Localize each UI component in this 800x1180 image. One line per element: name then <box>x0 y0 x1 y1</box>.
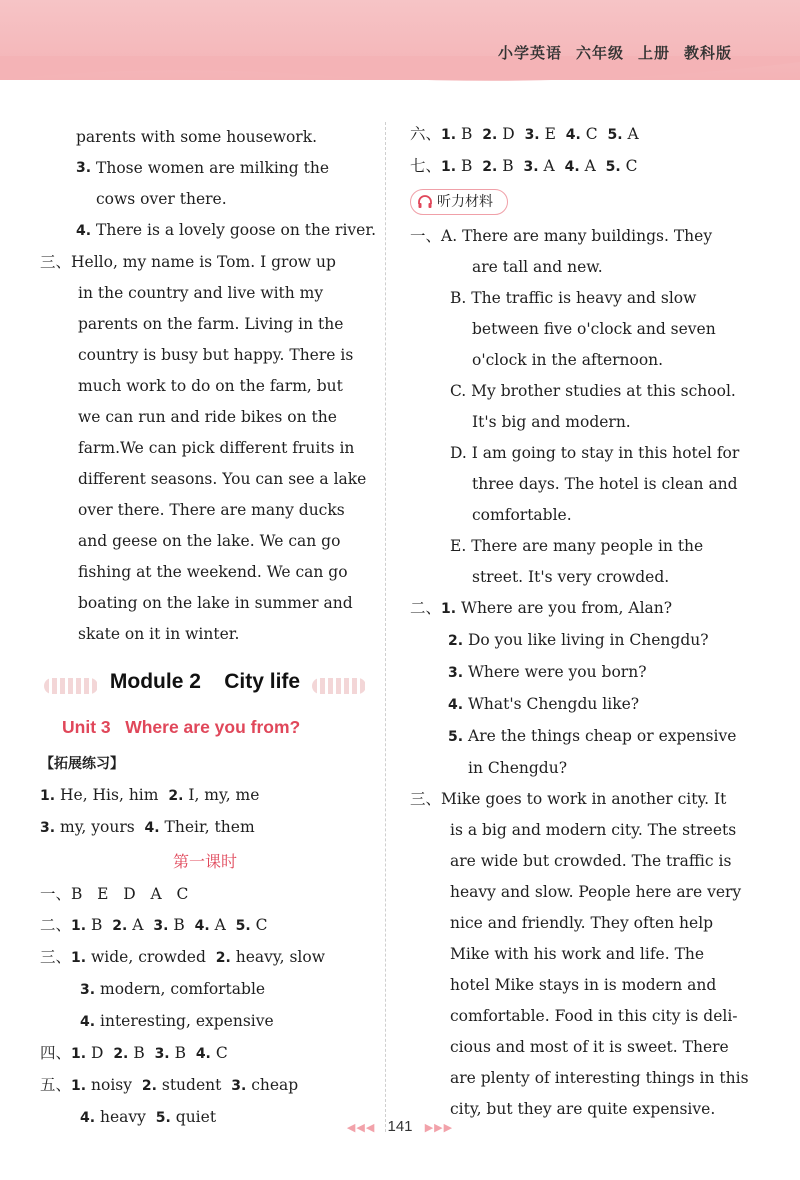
item-number: 5. <box>155 1110 171 1126</box>
section-label: 四、 <box>40 1044 72 1062</box>
answer: D <box>91 1044 104 1062</box>
item-number: 5. <box>235 918 251 934</box>
text-line: are plenty of interesting things in this <box>450 1069 749 1087</box>
passage-first-line <box>40 247 370 278</box>
unit-title: Unit 3 Where are you from? <box>62 717 301 737</box>
item-number: 2. <box>141 1078 157 1094</box>
item-number: 4. <box>564 159 580 175</box>
text-line: fishing at the weekend. We can go <box>78 563 348 581</box>
item-number: 4. <box>80 1014 96 1030</box>
item-number: 2. <box>482 159 498 175</box>
answer: B <box>461 157 473 175</box>
item-number: 2. <box>113 1046 129 1062</box>
listening-item <box>410 531 750 562</box>
text-line: skate on it in winter. <box>78 625 240 643</box>
listening-item <box>410 689 750 721</box>
item-number: 2. <box>112 918 128 934</box>
item-number: 3. <box>524 127 540 143</box>
item-number: 4. <box>195 1046 211 1062</box>
item-letter: E. <box>450 537 467 555</box>
text: I, my, me <box>188 786 260 804</box>
item-number: 2. <box>482 127 498 143</box>
item-number: 3. <box>231 1078 247 1094</box>
text-line: much work to do on the farm, but <box>78 377 343 395</box>
item-number: 4. <box>80 1110 96 1126</box>
item-letter: B. <box>450 289 467 307</box>
section-label: 五、 <box>40 1076 72 1094</box>
headphones-icon <box>417 194 433 210</box>
answer: A <box>214 916 226 934</box>
listening-item <box>410 721 750 753</box>
answer-line <box>410 119 750 151</box>
text: Those women are milking the <box>96 159 330 177</box>
item-number: 4. <box>194 918 210 934</box>
text: my, yours <box>60 818 135 836</box>
answer-line <box>40 942 370 974</box>
text-line: cious and most of it is sweet. There <box>450 1038 729 1056</box>
answers: B E D A C <box>71 885 189 903</box>
answer: A <box>584 157 596 175</box>
listening-item <box>410 438 750 469</box>
item-number: 3. <box>448 665 464 681</box>
text: I am going to stay in this hotel for <box>471 444 740 462</box>
answer-line <box>40 910 370 942</box>
item-number: 3. <box>153 918 169 934</box>
text: There are many people in the <box>471 537 704 555</box>
section-label: 三、 <box>40 948 72 966</box>
answer: B <box>461 125 473 143</box>
answer: B <box>502 157 514 175</box>
text-line: comfortable. <box>472 506 572 524</box>
text-line: o'clock in the afternoon. <box>472 351 664 369</box>
answer: C <box>215 1044 228 1062</box>
text-line: country is busy but happy. There is <box>78 346 354 364</box>
passage-first-line <box>410 784 750 815</box>
answer: interesting, expensive <box>100 1012 274 1030</box>
section-label: 三、 <box>410 790 442 808</box>
item-number: 1. <box>441 127 457 143</box>
practice-line <box>40 780 370 812</box>
answer: A <box>543 157 555 175</box>
item-number: 2. <box>168 788 184 804</box>
item-number: 5. <box>607 127 623 143</box>
text-line: farm.We can pick different fruits in <box>78 439 355 457</box>
text: Mike goes to work in another city. It <box>441 790 727 808</box>
answer: D <box>502 125 515 143</box>
answer: heavy, slow <box>235 948 325 966</box>
text: Do you like living in Chengdu? <box>468 631 709 649</box>
answer: A <box>627 125 639 143</box>
listening-item <box>410 657 750 689</box>
item-number: 3. <box>80 982 96 998</box>
listening-item <box>410 625 750 657</box>
answer: C <box>255 916 268 934</box>
text-line: comfortable. Food in this city is deli- <box>450 1007 738 1025</box>
text-line: in Chengdu? <box>468 759 568 777</box>
item-number: 4. <box>565 127 581 143</box>
answer: student <box>161 1076 222 1094</box>
lesson-title: 第一课时 <box>172 852 237 871</box>
listening-item <box>410 221 750 252</box>
text-line: hotel Mike stays in is modern and <box>450 976 717 994</box>
text: There are many buildings. They <box>462 227 713 245</box>
answer: modern, comfortable <box>100 980 266 998</box>
text-line: parents with some housework. <box>76 128 318 146</box>
listening-item <box>410 593 750 625</box>
text-line: three days. The hotel is clean and <box>472 475 738 493</box>
edition: 教科版 <box>683 44 732 62</box>
answer: B <box>133 1044 145 1062</box>
item-number: 1. <box>441 601 457 617</box>
text: Their, them <box>164 818 255 836</box>
right-column <box>410 119 750 1125</box>
text-line: we can run and ride bikes on the <box>78 408 337 426</box>
text-line: Mike with his work and life. The <box>450 945 705 963</box>
text-line: and geese on the lake. We can go <box>78 532 341 550</box>
section-label: 七、 <box>410 157 442 175</box>
text-line: It's big and modern. <box>472 413 631 431</box>
justified-text <box>96 153 362 184</box>
item-letter: D. <box>450 444 467 462</box>
text: There is a lovely goose on the river. <box>96 221 376 239</box>
section-label: 二、 <box>410 599 442 617</box>
item-number: 1. <box>441 159 457 175</box>
item-number: 3. <box>154 1046 170 1062</box>
text-line: nice and friendly. They often help <box>450 914 714 932</box>
item-number: 1. <box>71 1078 87 1094</box>
left-arrows-icon: ◀◀◀ <box>346 1122 376 1134</box>
listening-item <box>410 376 750 407</box>
item-number: 3. <box>76 160 92 176</box>
text: He, His, him <box>60 786 159 804</box>
text-line: cows over there. <box>96 190 227 208</box>
subject: 小学英语 <box>497 44 562 62</box>
item-number: 1. <box>71 1046 87 1062</box>
practice-tag: 【拓展练习】 <box>40 756 124 772</box>
section-label: 三、 <box>40 253 72 271</box>
answer-line <box>40 1038 370 1070</box>
item-number: 2. <box>215 950 231 966</box>
item-letter: A. <box>441 227 458 245</box>
module-heading <box>40 666 370 706</box>
answer: B <box>174 1044 186 1062</box>
text: What's Chengdu like? <box>468 695 640 713</box>
volume: 上册 <box>637 44 670 62</box>
text-line: are tall and new. <box>472 258 603 276</box>
section-label: 六、 <box>410 125 442 143</box>
answer: A <box>132 916 144 934</box>
answer-line <box>410 151 750 183</box>
page-footer <box>0 1118 800 1135</box>
answer-line <box>40 1006 370 1038</box>
section-label: 一、 <box>40 885 72 903</box>
answer: cheap <box>251 1076 299 1094</box>
text-line: are wide but crowded. The traffic is <box>450 852 732 870</box>
answer: B <box>91 916 103 934</box>
text-line: heavy and slow. People here are very <box>450 883 742 901</box>
text-line: over there. There are many ducks <box>78 501 345 519</box>
answer: C <box>625 157 638 175</box>
item-number: 5. <box>605 159 621 175</box>
answer: quiet <box>175 1108 217 1126</box>
item-number: 1. <box>71 950 87 966</box>
item-number: 4. <box>448 697 464 713</box>
column-divider <box>385 122 386 1132</box>
practice-line <box>40 812 370 844</box>
answer-line <box>40 879 370 910</box>
heading-decoration <box>44 678 98 694</box>
text: Where were you born? <box>468 663 647 681</box>
item-number: 1. <box>40 788 56 804</box>
text-line: different seasons. You can see a lake <box>78 470 367 488</box>
answer-line <box>40 215 376 247</box>
text-line: in the country and live with my <box>78 284 324 302</box>
answer-line <box>40 1070 370 1102</box>
answer: noisy <box>91 1076 132 1094</box>
grade: 六年级 <box>575 44 624 62</box>
text: Hello, my name is Tom. I grow up <box>71 253 336 271</box>
answer-line <box>40 974 370 1006</box>
text-line: parents on the farm. Living in the <box>78 315 344 333</box>
text: My brother studies at this school. <box>471 382 736 400</box>
left-column <box>40 122 376 1134</box>
section-label: 二、 <box>40 916 72 934</box>
text: The traffic is heavy and slow <box>471 289 697 307</box>
item-number: 4. <box>76 223 92 239</box>
answer: C <box>585 125 598 143</box>
item-number: 3. <box>523 159 539 175</box>
section-label: 一、 <box>410 227 442 245</box>
item-number: 3. <box>40 820 56 836</box>
answer-line <box>40 153 370 184</box>
text-line: boating on the lake in summer and <box>78 594 353 612</box>
text-line: street. It's very crowded. <box>472 568 670 586</box>
listening-material-tag <box>410 189 508 215</box>
text-line: between five o'clock and seven <box>472 320 716 338</box>
item-number: 2. <box>448 633 464 649</box>
item-number: 1. <box>71 918 87 934</box>
listening-label: 听力材料 <box>437 194 493 210</box>
heading-decoration <box>312 678 366 694</box>
page-number: 141 <box>387 1118 413 1135</box>
listening-item <box>410 283 750 314</box>
answer: B <box>173 916 185 934</box>
right-arrows-icon: ▶▶▶ <box>424 1122 454 1134</box>
item-letter: C. <box>450 382 467 400</box>
answer: wide, crowded <box>91 948 206 966</box>
book-title <box>484 42 732 63</box>
answer: E <box>544 125 556 143</box>
text: Are the things cheap or expensive <box>468 727 737 745</box>
item-number: 5. <box>448 729 464 745</box>
item-number: 4. <box>144 820 160 836</box>
text-line: city, but they are quite expensive. <box>450 1100 716 1118</box>
text-line: is a big and modern city. The streets <box>450 821 737 839</box>
text: Where are you from, Alan? <box>461 599 673 617</box>
answer: heavy <box>100 1108 146 1126</box>
module-title: Module 2 City life <box>109 670 301 693</box>
